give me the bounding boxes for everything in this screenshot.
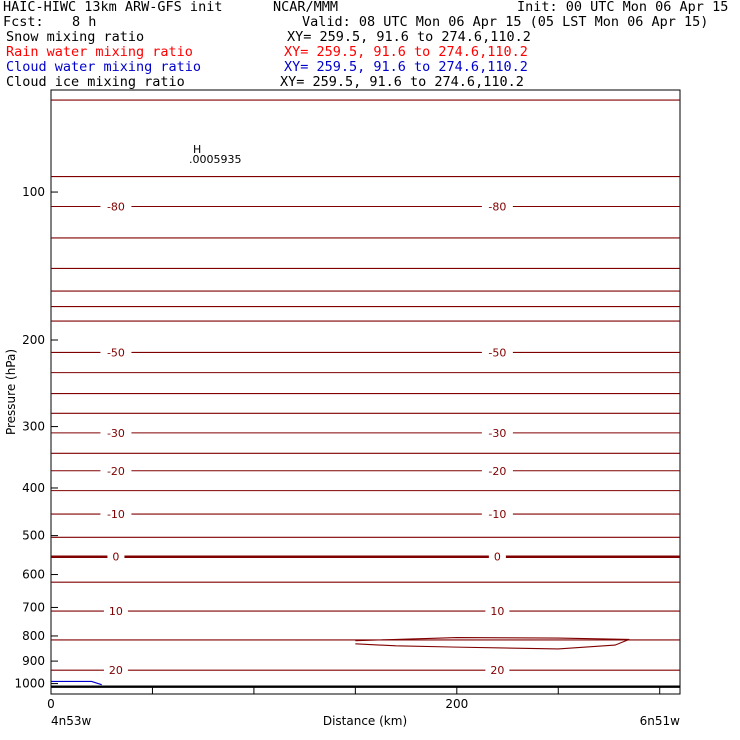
isotherm-label: 0	[112, 550, 120, 564]
isotherm-label: -10	[106, 508, 125, 522]
isotherm-label: 10	[108, 605, 123, 619]
plot-frame	[51, 90, 680, 694]
y-tick-label: 1000	[14, 676, 45, 691]
right-endpoint-label: 6n51w	[639, 714, 680, 728]
field-name-cloud-ice: Cloud ice mixing ratio	[6, 74, 185, 90]
model-title: HAIC-HIWC 13km ARW-GFS init	[3, 0, 223, 15]
x-axis-label: Distance (km)	[322, 714, 408, 728]
field-xy-rain: XY= 259.5, 91.6 to 274.6,110.2	[284, 44, 528, 60]
isotherm-label: -80	[106, 200, 125, 214]
forecast-label: Fcst:	[3, 14, 44, 30]
y-axis-label: Pressure (hPa)	[4, 348, 18, 436]
isotherm-label: -30	[106, 426, 125, 440]
org-label: NCAR/MMM	[273, 0, 339, 15]
field-xy-cloud-ice: XY= 259.5, 91.6 to 274.6,110.2	[280, 74, 524, 90]
cloud-water-contour	[51, 681, 102, 684]
field-xy-snow: XY= 259.5, 91.6 to 274.6,110.2	[287, 29, 531, 45]
valid-time: Valid: 08 UTC Mon 06 Apr 15 (05 LST Mon 06 Apr 15)	[302, 14, 709, 30]
y-tick-label: 600	[22, 567, 45, 582]
plot-extras	[51, 638, 680, 687]
isotherm-label: -20	[488, 464, 507, 478]
max-marker-value: .0005935	[189, 153, 242, 166]
isotherm-label: 20	[490, 664, 505, 678]
isotherm-label: -20	[106, 464, 125, 478]
y-tick-label: 400	[22, 480, 45, 495]
y-tick-label: 200	[22, 333, 45, 348]
isotherm-label: -10	[488, 508, 507, 522]
y-tick-label: 900	[22, 654, 45, 669]
isotherm-label: 20	[108, 664, 123, 678]
field-name-snow: Snow mixing ratio	[6, 29, 145, 45]
isotherm-label: -50	[106, 346, 125, 360]
y-tick-label: 800	[22, 628, 45, 643]
y-tick-label: 100	[22, 185, 45, 200]
isotherm-label: 0	[493, 550, 501, 564]
field-name-rain: Rain water mixing ratio	[6, 44, 193, 60]
y-tick-label: 300	[22, 419, 45, 434]
isotherm-label: 10	[490, 605, 505, 619]
field-name-cloud-water: Cloud water mixing ratio	[6, 59, 202, 75]
y-tick-label: 500	[22, 528, 45, 543]
y-tick-label: 700	[22, 600, 45, 615]
max-marker-h: H	[193, 143, 202, 156]
isotherm-label: -80	[488, 200, 507, 214]
field-xy-cloud-water: XY= 259.5, 91.6 to 274.6,110.2	[284, 59, 528, 75]
x-tick-label: 200	[445, 697, 469, 711]
closed-contour	[355, 638, 629, 649]
isotherm-contours	[51, 100, 680, 677]
isotherm-label: -50	[488, 346, 507, 360]
init-time: Init: 00 UTC Mon 06 Apr 15	[517, 0, 729, 15]
isotherm-label: -30	[488, 426, 507, 440]
forecast-value: 8 h	[72, 14, 97, 30]
x-tick-label: 0	[47, 697, 55, 711]
x-axis	[47, 687, 660, 711]
left-endpoint-label: 4n53w	[51, 714, 92, 728]
